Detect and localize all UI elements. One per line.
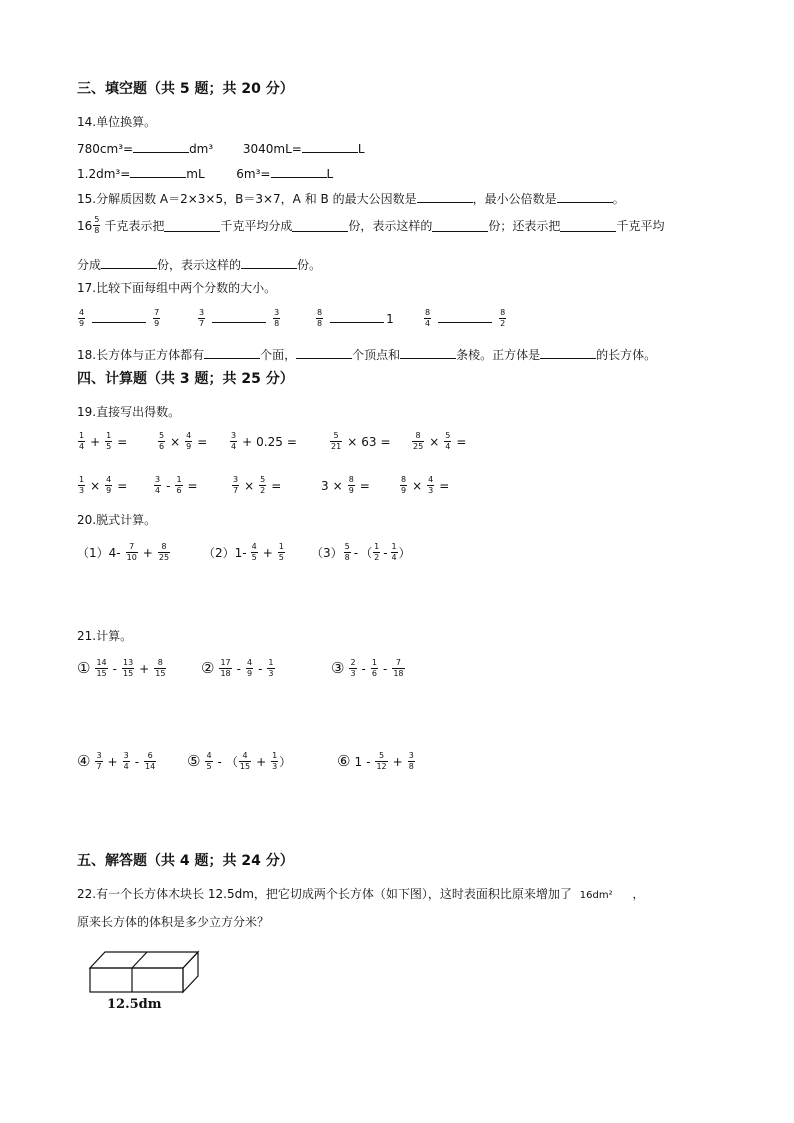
numerator: 1 xyxy=(106,431,112,440)
numerator: 8 xyxy=(161,542,167,551)
numerator: 1 xyxy=(371,658,377,667)
q19-label: 19.直接写出得数。 xyxy=(77,405,181,419)
operator: × xyxy=(90,478,101,493)
denominator: 5 xyxy=(278,553,284,562)
fraction xyxy=(349,659,356,678)
fraction xyxy=(375,752,387,771)
cuboid-front-face xyxy=(90,968,183,992)
operator: - xyxy=(353,545,359,560)
denominator: 4 xyxy=(445,442,451,451)
fraction xyxy=(93,216,100,235)
cuboid-side-face xyxy=(183,952,198,992)
numerator: 2 xyxy=(350,658,356,667)
denominator: 10 xyxy=(126,553,137,562)
fraction xyxy=(444,432,451,451)
denominator: 8 xyxy=(408,762,414,771)
fraction xyxy=(232,476,239,495)
operator: - xyxy=(361,661,366,676)
numerator: 5 xyxy=(159,431,165,440)
operator: + xyxy=(262,545,273,560)
q14-row1: 780cm³= dm³ 3040mL= L xyxy=(77,142,365,156)
operator: - xyxy=(134,754,140,769)
fraction xyxy=(400,476,407,495)
numerator: 3 xyxy=(408,751,414,760)
answer-blank[interactable] xyxy=(133,140,189,153)
item-number: ⑤ xyxy=(187,752,201,770)
answer-blank[interactable] xyxy=(296,346,352,359)
math-text: （3） xyxy=(311,545,343,560)
numerator: 14 xyxy=(96,658,107,667)
numerator: 4 xyxy=(242,751,248,760)
section5-title: 五、解答题（共 4 题；共 24 分） xyxy=(77,853,294,869)
operator: × xyxy=(170,434,181,449)
operator: = xyxy=(286,434,297,449)
numerator: 3 xyxy=(155,475,161,484)
fraction xyxy=(392,659,404,678)
item-number: ③ xyxy=(331,659,345,677)
numerator: 1 xyxy=(391,542,397,551)
denominator: 4 xyxy=(231,442,237,451)
fraction xyxy=(154,659,166,678)
cut-line-top xyxy=(132,952,147,968)
numerator: 8 xyxy=(317,308,323,317)
fraction xyxy=(198,309,205,328)
fraction xyxy=(278,543,285,562)
numerator: 8 xyxy=(500,308,506,317)
answer-blank[interactable] xyxy=(130,165,186,178)
operator: × xyxy=(347,434,358,449)
denominator: 9 xyxy=(106,486,112,495)
numerator: 1 xyxy=(268,658,274,667)
numerator: 5 xyxy=(344,542,350,551)
q21-row2 xyxy=(77,752,416,771)
math-text: （1）4- xyxy=(77,545,121,560)
compare-blank[interactable] xyxy=(438,314,492,323)
answer-blank[interactable] xyxy=(164,219,220,232)
q14-label: 14.单位换算。 xyxy=(77,115,157,129)
math-text: 1 xyxy=(386,311,394,326)
item-number: ② xyxy=(201,659,215,677)
q14-row2: 1.2dm³= mL 6m³= L xyxy=(77,167,334,181)
numerator: 6 xyxy=(147,751,153,760)
fraction xyxy=(239,752,251,771)
denominator: 15 xyxy=(239,762,251,771)
operator: + xyxy=(256,754,267,769)
numerator: 5 xyxy=(445,431,451,440)
denominator: 9 xyxy=(348,486,354,495)
fraction xyxy=(344,543,351,562)
denominator: 5 xyxy=(106,442,112,451)
denominator: 5 xyxy=(206,762,212,771)
q21-label: 21.计算。 xyxy=(77,629,133,643)
denominator: 7 xyxy=(233,486,239,495)
numerator: 7 xyxy=(129,542,135,551)
q20-label: 20.脱式计算。 xyxy=(77,513,157,527)
fraction xyxy=(219,659,231,678)
fraction xyxy=(154,476,161,495)
answer-blank[interactable] xyxy=(400,346,456,359)
q17-label: 17.比较下面每组中两个分数的大小。 xyxy=(77,281,277,295)
fraction xyxy=(144,752,156,771)
operator: = xyxy=(197,434,208,449)
numerator: 4 xyxy=(206,751,212,760)
numerator: 3 xyxy=(199,308,205,317)
denominator: 8 xyxy=(344,553,350,562)
denominator: 2 xyxy=(500,319,506,328)
fraction xyxy=(230,432,237,451)
operator: × xyxy=(429,434,440,449)
q16-line2: 分成 份，表示这样的 份。 xyxy=(77,258,322,272)
figure-length-label: 12.5dm xyxy=(107,997,162,1012)
numerator: 1 xyxy=(79,475,85,484)
fraction xyxy=(78,309,85,328)
fraction xyxy=(271,752,278,771)
denominator: 14 xyxy=(145,762,156,771)
math-text: （2）1- xyxy=(203,545,247,560)
operator: - xyxy=(236,661,241,676)
fraction xyxy=(259,476,266,495)
denominator: 8 xyxy=(317,319,323,328)
math-text: （ xyxy=(225,754,238,769)
numerator: 3 xyxy=(231,431,237,440)
numerator: 3 xyxy=(123,751,129,760)
numerator: 4 xyxy=(251,542,257,551)
q22-line2: 原来长方体的体积是多少立方分米？ xyxy=(77,915,270,929)
fraction xyxy=(391,543,398,562)
fraction xyxy=(424,309,431,328)
denominator: 2 xyxy=(260,486,266,495)
denominator: 3 xyxy=(350,669,356,678)
q20-row xyxy=(77,543,411,562)
fraction xyxy=(371,659,378,678)
operator: = xyxy=(271,478,282,493)
denominator: 9 xyxy=(79,319,85,328)
denominator: 15 xyxy=(155,669,166,678)
math-text: 63 xyxy=(361,434,377,449)
cuboid-figure xyxy=(85,946,205,1016)
denominator: 8 xyxy=(94,226,100,235)
operator: = xyxy=(456,434,467,449)
item-number: ① xyxy=(77,659,91,677)
fraction xyxy=(78,476,85,495)
fraction xyxy=(158,543,170,562)
fraction xyxy=(373,543,380,562)
fraction xyxy=(316,309,323,328)
denominator: 6 xyxy=(371,669,377,678)
fraction xyxy=(267,659,274,678)
numerator: 4 xyxy=(106,475,112,484)
numerator: 4 xyxy=(246,658,253,667)
fraction xyxy=(95,752,102,771)
fraction xyxy=(122,659,134,678)
answer-blank[interactable] xyxy=(241,256,297,269)
operator: × xyxy=(332,478,343,493)
denominator: 4 xyxy=(425,319,431,328)
fraction xyxy=(185,432,192,451)
denominator: 2 xyxy=(374,553,380,562)
operator: = xyxy=(359,478,370,493)
numerator: 5 xyxy=(260,475,266,484)
denominator: 8 xyxy=(274,319,280,328)
math-text: ） xyxy=(398,545,411,560)
denominator: 4 xyxy=(391,553,397,562)
fraction xyxy=(408,752,415,771)
denominator: 9 xyxy=(186,442,192,451)
numerator: 7 xyxy=(154,308,160,317)
answer-blank[interactable] xyxy=(292,219,348,232)
denominator: 25 xyxy=(413,442,424,451)
answer-blank[interactable] xyxy=(560,219,616,232)
denominator: 5 xyxy=(251,553,257,562)
fraction xyxy=(95,659,107,678)
numerator: 8 xyxy=(157,658,163,667)
operator: + xyxy=(90,434,101,449)
answer-blank[interactable] xyxy=(204,346,260,359)
operator: + xyxy=(392,754,403,769)
answer-blank[interactable] xyxy=(540,346,596,359)
denominator: 15 xyxy=(96,669,107,678)
operator: = xyxy=(187,478,198,493)
denominator: 7 xyxy=(199,319,205,328)
answer-blank[interactable] xyxy=(271,165,327,178)
fraction xyxy=(105,432,112,451)
numerator: 8 xyxy=(415,431,421,440)
fraction xyxy=(348,476,355,495)
denominator: 6 xyxy=(159,442,165,451)
fraction xyxy=(105,476,112,495)
denominator: 3 xyxy=(268,669,274,678)
fraction xyxy=(499,309,506,328)
fraction xyxy=(126,543,138,562)
denominator: 4 xyxy=(79,442,85,451)
fraction xyxy=(205,752,212,771)
q15: 15.分解质因数 A＝2×3×5，B＝3×7，A 和 B 的最大公因数是 ，最小公倍数是 。 xyxy=(77,192,625,206)
operator: = xyxy=(380,434,391,449)
fraction xyxy=(427,476,434,495)
denominator: 18 xyxy=(393,669,404,678)
denominator: 4 xyxy=(123,762,129,771)
numerator: 3 xyxy=(96,751,102,760)
fraction xyxy=(251,543,258,562)
numerator: 13 xyxy=(122,658,134,667)
denominator: 3 xyxy=(428,486,434,495)
denominator: 15 xyxy=(122,669,134,678)
compare-blank[interactable] xyxy=(212,314,266,323)
numerator: 5 xyxy=(94,215,100,224)
math-text: 0.25 xyxy=(256,434,283,449)
operator: + xyxy=(107,754,118,769)
item-number: ④ xyxy=(77,752,91,770)
operator: - xyxy=(112,661,117,676)
numerator: 17 xyxy=(220,658,231,667)
answer-blank[interactable] xyxy=(101,256,157,269)
compare-blank[interactable] xyxy=(92,314,146,323)
q17-row xyxy=(77,309,507,328)
math-text: 1 xyxy=(354,754,363,769)
answer-blank[interactable] xyxy=(417,190,473,203)
operator: - xyxy=(217,754,222,769)
numerator: 1 xyxy=(272,751,278,760)
numerator: 1 xyxy=(176,475,182,484)
fraction xyxy=(158,432,165,451)
fraction xyxy=(330,432,342,451)
fraction xyxy=(412,432,424,451)
operator: + xyxy=(139,661,150,676)
denominator: 4 xyxy=(155,486,161,495)
fraction xyxy=(123,752,130,771)
fraction xyxy=(273,309,280,328)
q19-row2 xyxy=(77,476,453,495)
numerator: 1 xyxy=(374,542,380,551)
denominator: 18 xyxy=(220,669,231,678)
numerator: 5 xyxy=(333,431,339,440)
numerator: 8 xyxy=(348,475,354,484)
q16-line1: 16 $\frac{5}{8}$ 千克表示把 千克平均分成 份，表示这样的 份；还表示把 千克平均 xyxy=(77,215,665,235)
numerator: 4 xyxy=(79,308,85,317)
denominator: 3 xyxy=(79,486,85,495)
denominator: 25 xyxy=(158,553,170,562)
numerator: 7 xyxy=(395,658,401,667)
operator: - xyxy=(258,661,263,676)
q19-row1 xyxy=(77,432,470,451)
operator: + xyxy=(142,545,153,560)
numerator: 5 xyxy=(378,751,385,760)
operator: = xyxy=(439,478,450,493)
section4-title: 四、计算题（共 3 题；共 25 分） xyxy=(77,371,294,387)
item-number: ⑥ xyxy=(337,752,351,770)
numerator: 4 xyxy=(186,431,192,440)
answer-blank[interactable] xyxy=(302,140,358,153)
answer-blank[interactable] xyxy=(432,219,488,232)
numerator: 1 xyxy=(79,431,85,440)
compare-blank[interactable] xyxy=(330,314,384,323)
numerator: 1 xyxy=(278,542,284,551)
q21-row1 xyxy=(77,659,406,678)
operator: = xyxy=(117,434,128,449)
math-text: 3 xyxy=(321,478,329,493)
denominator: 9 xyxy=(246,669,253,678)
operator: × xyxy=(412,478,423,493)
operator: - xyxy=(366,754,371,769)
denominator: 9 xyxy=(401,486,407,495)
denominator: 21 xyxy=(331,442,342,451)
denominator: 3 xyxy=(272,762,278,771)
denominator: 12 xyxy=(376,762,387,771)
denominator: 6 xyxy=(176,486,182,495)
denominator: 7 xyxy=(96,762,102,771)
numerator: 8 xyxy=(425,308,431,317)
q22-line1: 22.有一个长方体木块长 12.5dm，把它切成两个长方体（如下图），这时表面积比原来增加了 16dm² ， xyxy=(77,887,645,901)
section3-title: 三、填空题（共 5 题；共 20 分） xyxy=(77,81,294,97)
operator: - xyxy=(382,661,388,676)
denominator: 9 xyxy=(154,319,160,328)
operator: × xyxy=(244,478,255,493)
numerator: 4 xyxy=(428,475,434,484)
numerator: 3 xyxy=(233,475,239,484)
math-text: （ xyxy=(360,545,373,560)
fraction xyxy=(153,309,160,328)
fraction xyxy=(175,476,182,495)
numerator: 3 xyxy=(274,308,280,317)
operator: + xyxy=(242,434,253,449)
answer-blank[interactable] xyxy=(557,190,613,203)
numerator: 8 xyxy=(401,475,407,484)
math-text: ） xyxy=(279,754,292,769)
q18: 18.长方体与正方体都有 个面， 个顶点和 条棱。正方体是 的长方体。 xyxy=(77,348,657,362)
operator: - xyxy=(166,478,171,493)
operator: - xyxy=(383,545,388,560)
operator: = xyxy=(117,478,128,493)
fraction xyxy=(78,432,85,451)
fraction xyxy=(246,659,253,678)
